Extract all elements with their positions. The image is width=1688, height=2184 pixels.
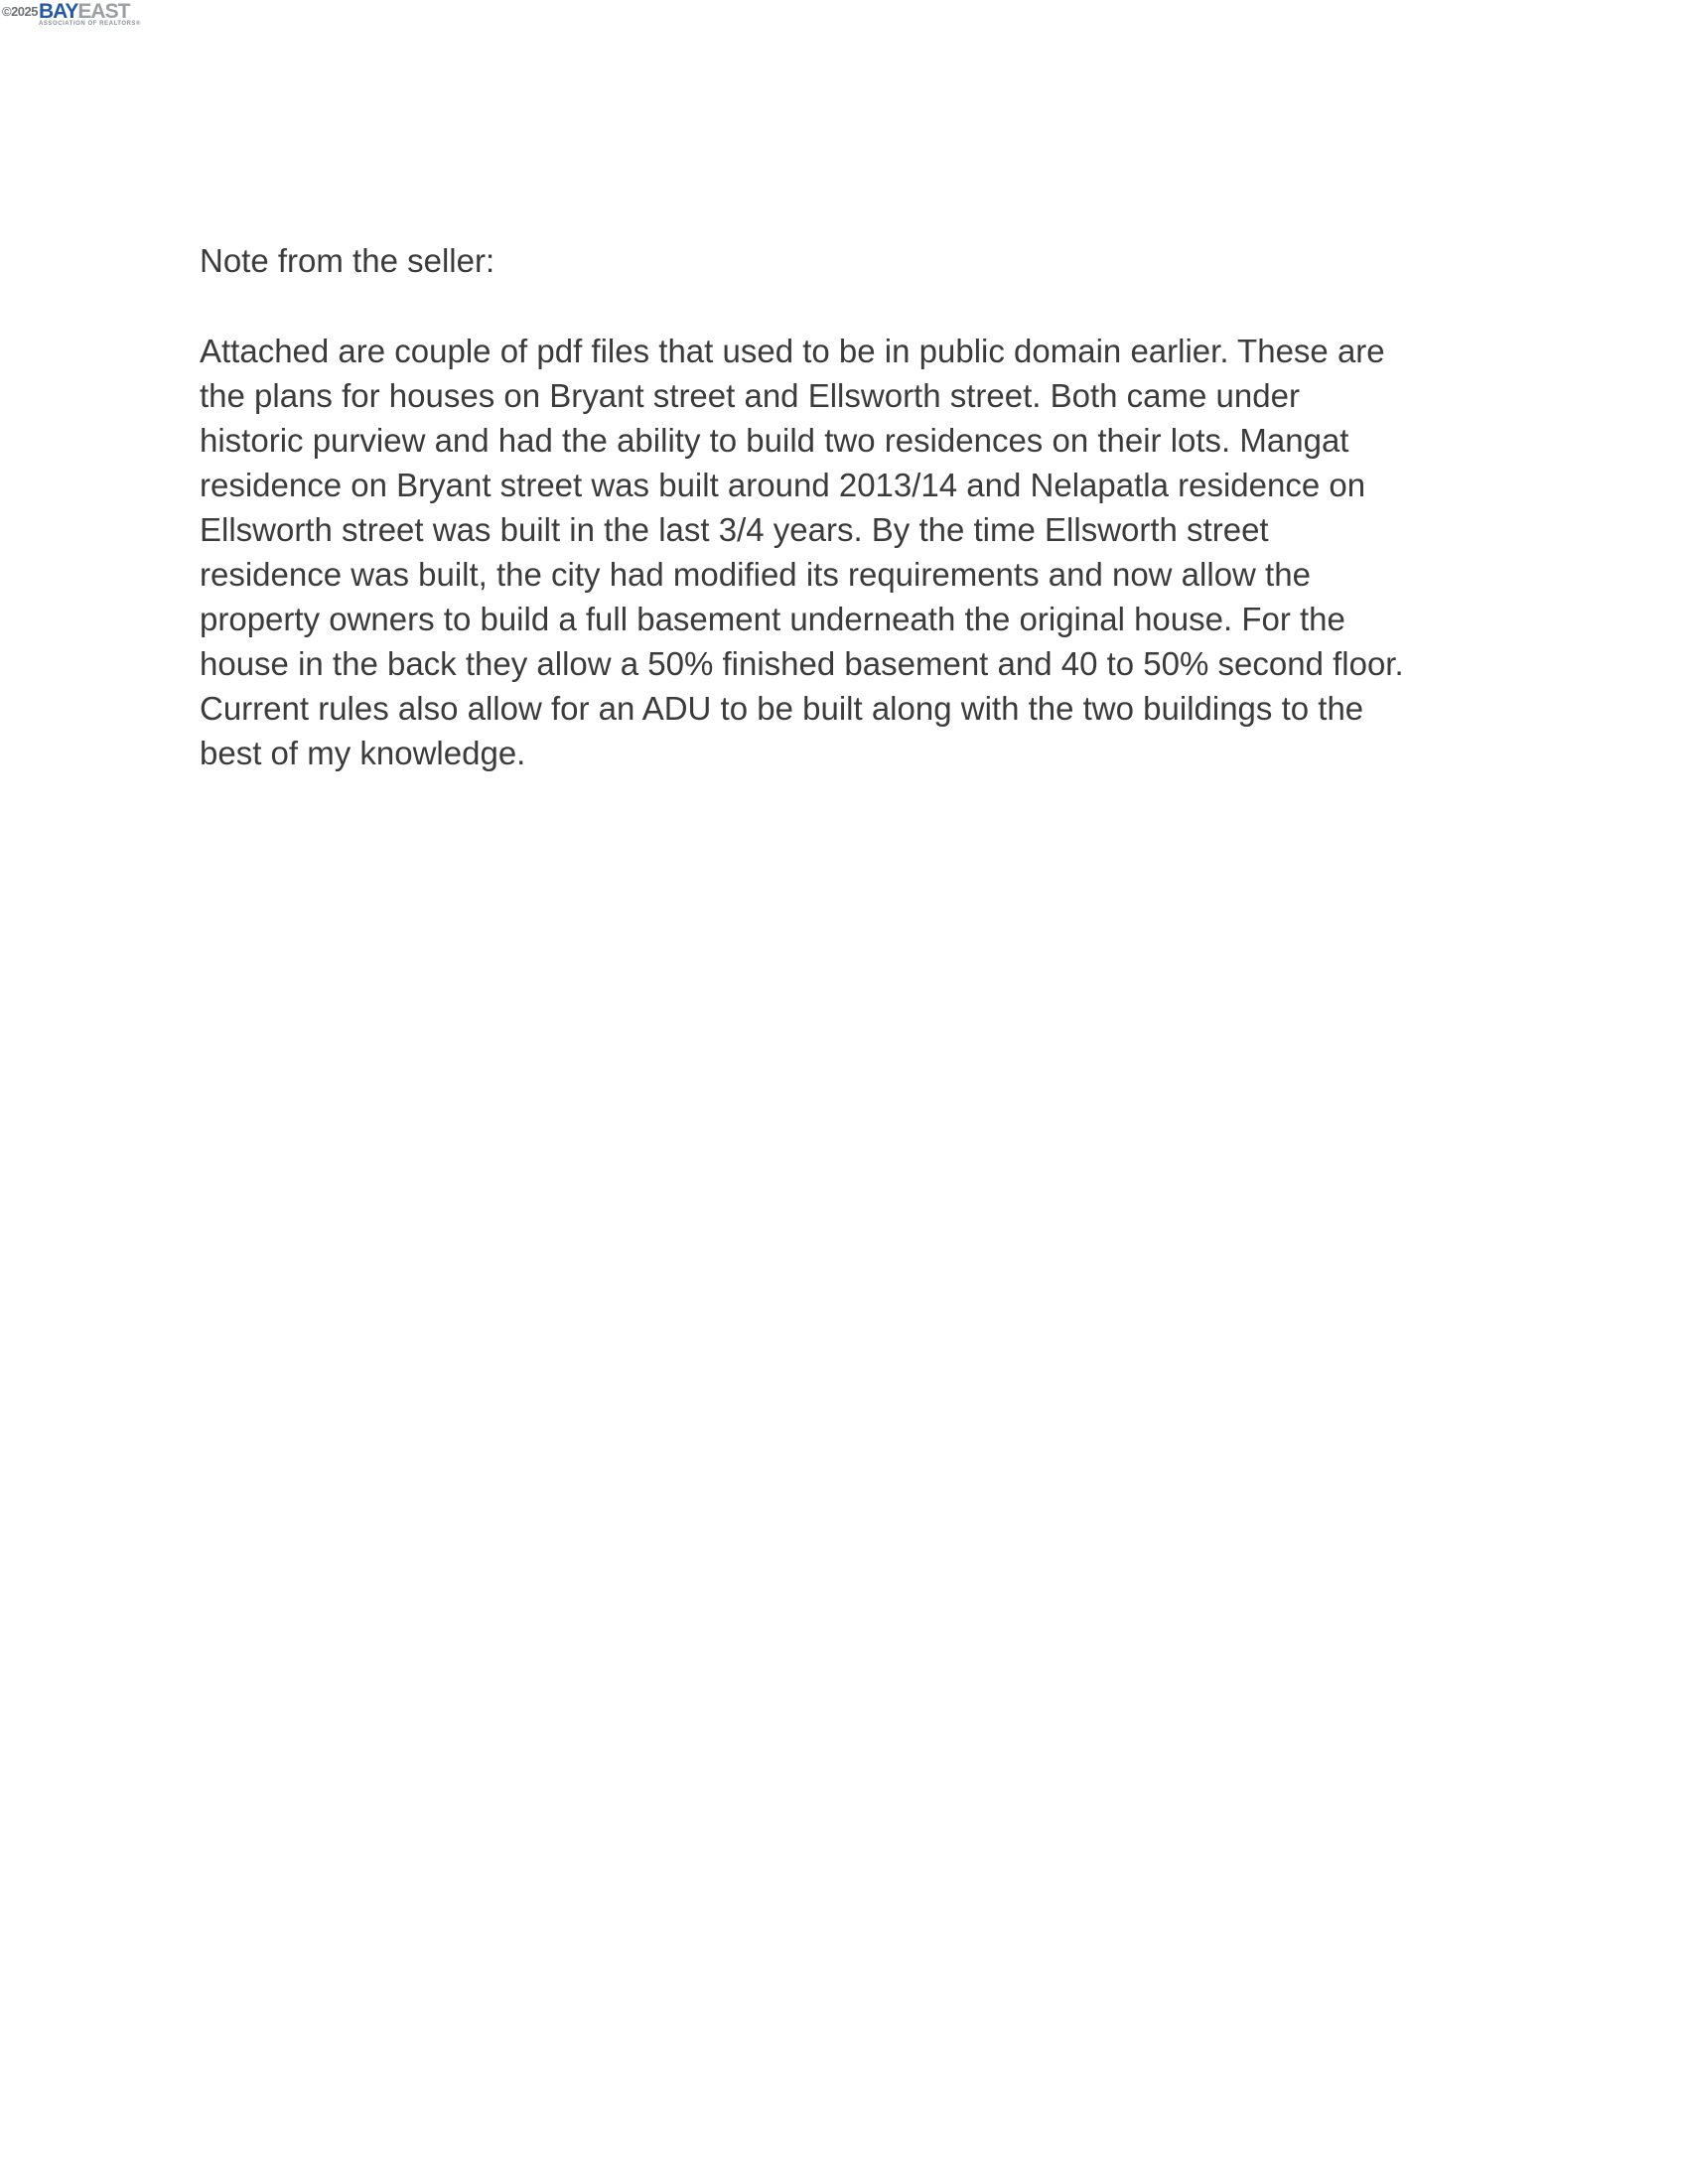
note-line: Attached are couple of pdf files that used to be in public domain earlier. These are (200, 333, 1385, 369)
copyright-text: ©2025 (2, 4, 38, 19)
logo-tagline: ASSOCIATION OF REALTORS® (39, 21, 141, 27)
note-line: Ellsworth street was built in the last 3/4 years. By the time Ellsworth street (200, 511, 1269, 548)
logo-block (39, 2, 141, 28)
note-line: property owners to build a full basement underneath the original house. For the (200, 601, 1345, 637)
bay-east-logo (2, 2, 141, 28)
seller-note (200, 238, 1510, 775)
note-line: the plans for houses on Bryant street and Ellsworth street. Both came under (200, 377, 1300, 414)
note-line: Current rules also allow for an ADU to be built along with the two buildings to the (200, 690, 1364, 727)
note-line: best of my knowledge. (200, 735, 526, 771)
logo-wordmark (39, 2, 141, 21)
note-line: house in the back they allow a 50% finished basement and 40 to 50% second floor. (200, 645, 1404, 682)
note-heading: Note from the seller: (200, 242, 495, 279)
note-line: residence on Bryant street was built around 2013/14 and Nelapatla residence on (200, 467, 1366, 503)
note-paragraph (200, 329, 1510, 775)
note-line: historic purview and had the ability to build two residences on their lots. Mangat (200, 422, 1349, 459)
logo-east-text: EAST (77, 0, 130, 23)
logo-bay-text: BAY (39, 0, 78, 23)
note-line: residence was built, the city had modified its requirements and now allow the (200, 556, 1311, 593)
